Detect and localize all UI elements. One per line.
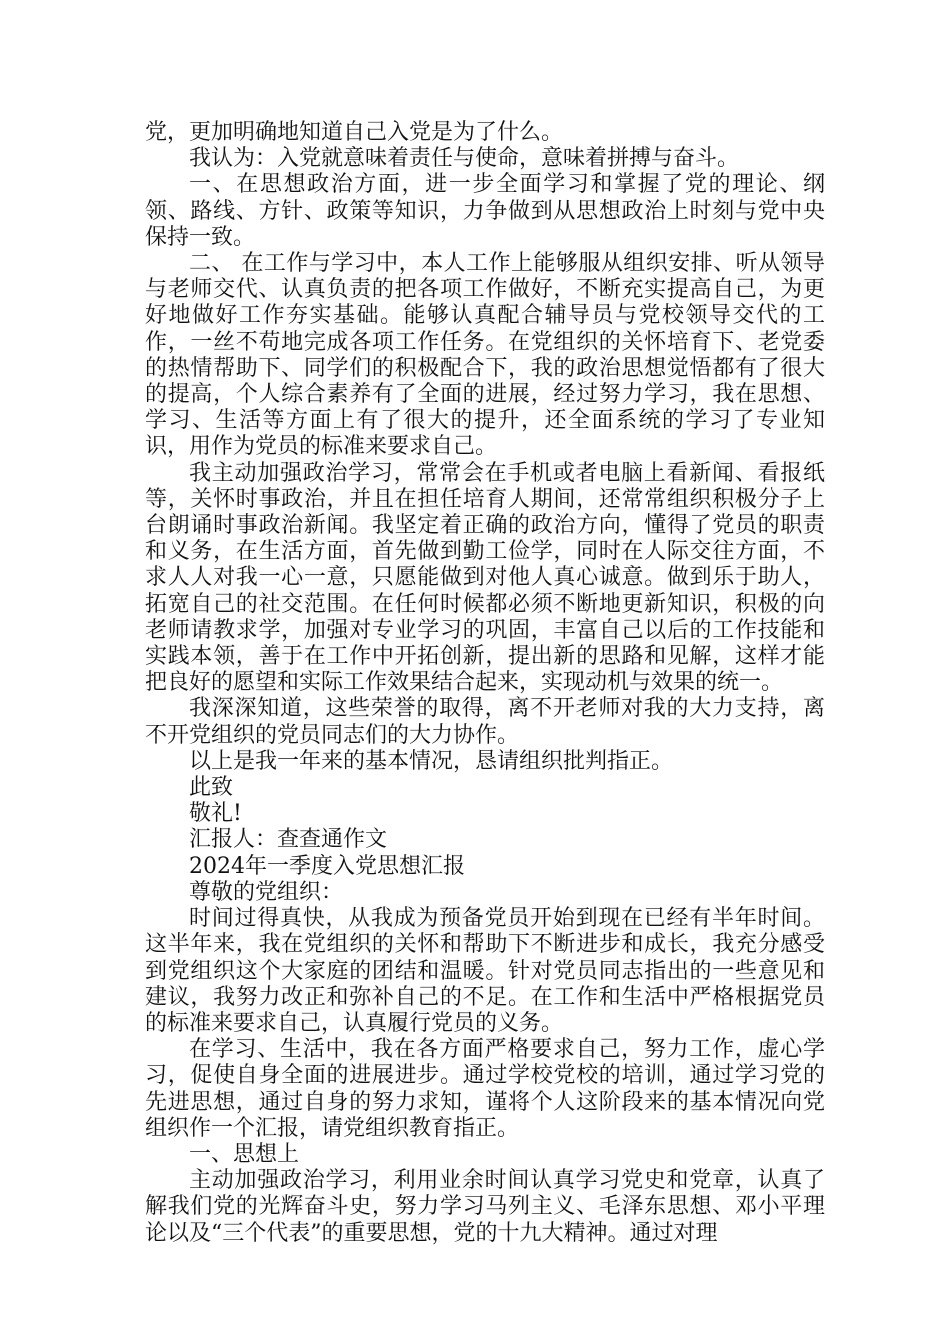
paragraph: 在学习、生活中，我在各方面严格要求自己，努力工作，虚心学习，促使自身全面的进展进步。通过学校党校的培训，通过学习党的先进思想，通过自身的努力求知，谨将个人这阶段来的基本情况向党组织作一个汇报，请党组织教育指正。 [145, 1037, 825, 1141]
closing-line: 敬礼! [189, 801, 242, 827]
section-heading: 一、思想上 [189, 1141, 300, 1167]
closing-line: 此致 [189, 775, 234, 801]
paragraph: 时间过得真快，从我成为预备党员开始到现在已经有半年时间。这半年来，我在党组织的关怀和帮助下不断进步和成长，我充分感受到党组织这个大家庭的团结和温暖。针对党员同志指出的一些意见和建议，我努力改正和弥补自己的不足。在工作和生活中严格根据党员的标准来要求自己，认真履行党员的义务。 [145, 906, 825, 1036]
document-page [145, 120, 825, 1247]
paragraph: 一、在思想政治方面，进一步全面学习和掌握了党的理论、纲领、路线、方针、政策等知识，力争做到从思想政治上时刻与党中央保持一致。 [145, 172, 825, 250]
paragraph: 党，更加明确地知道自己入党是为了什么。 [145, 120, 564, 145]
paragraph: 我认为：入党就意味着责任与使命，意味着拼搏与奋斗。 [189, 146, 740, 172]
paragraph: 我深深知道，这些荣誉的取得，离不开老师对我的大力支持，离不开党组织的党员同志们的大力协作。 [145, 696, 825, 748]
paragraph: 以上是我一年来的基本情况，恳请组织批判指正。 [189, 748, 674, 774]
paragraph: 我主动加强政治学习，常常会在手机或者电脑上看新闻、看报纸等，关怀时事政治，并且在担任培育人期间，还常常组织积极分子上台朗诵时事政治新闻。我坚定着正确的政治方向，懂得了党员的职责和义务，在生活方面，首先做到勤工俭学，同时在人际交往方面，不求人人对我一心一意，只愿能做到对他人真心诚意。做到乐于助人，拓宽自己的社交范围。在任何时候都必须不断地更新知识，积极的向老师请教求学，加强对专业学习的巩固，丰富自己以后的工作技能和实践本领，善于在工作中开拓创新，提出新的思路和见解，这样才能把良好的愿望和实际工作效果结合起来，实现动机与效果的统一。 [145, 460, 825, 696]
reporter-line: 汇报人：查查通作文 [189, 827, 388, 853]
paragraph: 二、 在工作与学习中，本人工作上能够服从组织安排、听从领导与老师交代、认真负责的把各项工作做好，不断充实提高自己，为更好地做好工作夯实基础。能够认真配合辅导员与党校领导交代的工作，一丝不苟地完成各项工作任务。在党组织的关怀培育下、老党委的热情帮助下、同学们的积极配合下，我的政治思想觉悟都有了很大的提高，个人综合素养有了全面的进展，经过努力学习，我在思想、学习、生活等方面上有了很大的提升，还全面系统的学习了专业知识，用作为党员的标准来要求自己。 [145, 251, 825, 460]
paragraph: 主动加强政治学习，利用业余时间认真学习党史和党章，认真了解我们党的光辉奋斗史，努力学习马列主义、毛泽东思想、邓小平理论以及“三个代表”的重要思想，党的十九大精神。通过对理 [145, 1168, 825, 1246]
report-title: 2024年一季度入党思想汇报 [189, 853, 465, 879]
salutation: 尊敬的党组织： [189, 879, 344, 905]
